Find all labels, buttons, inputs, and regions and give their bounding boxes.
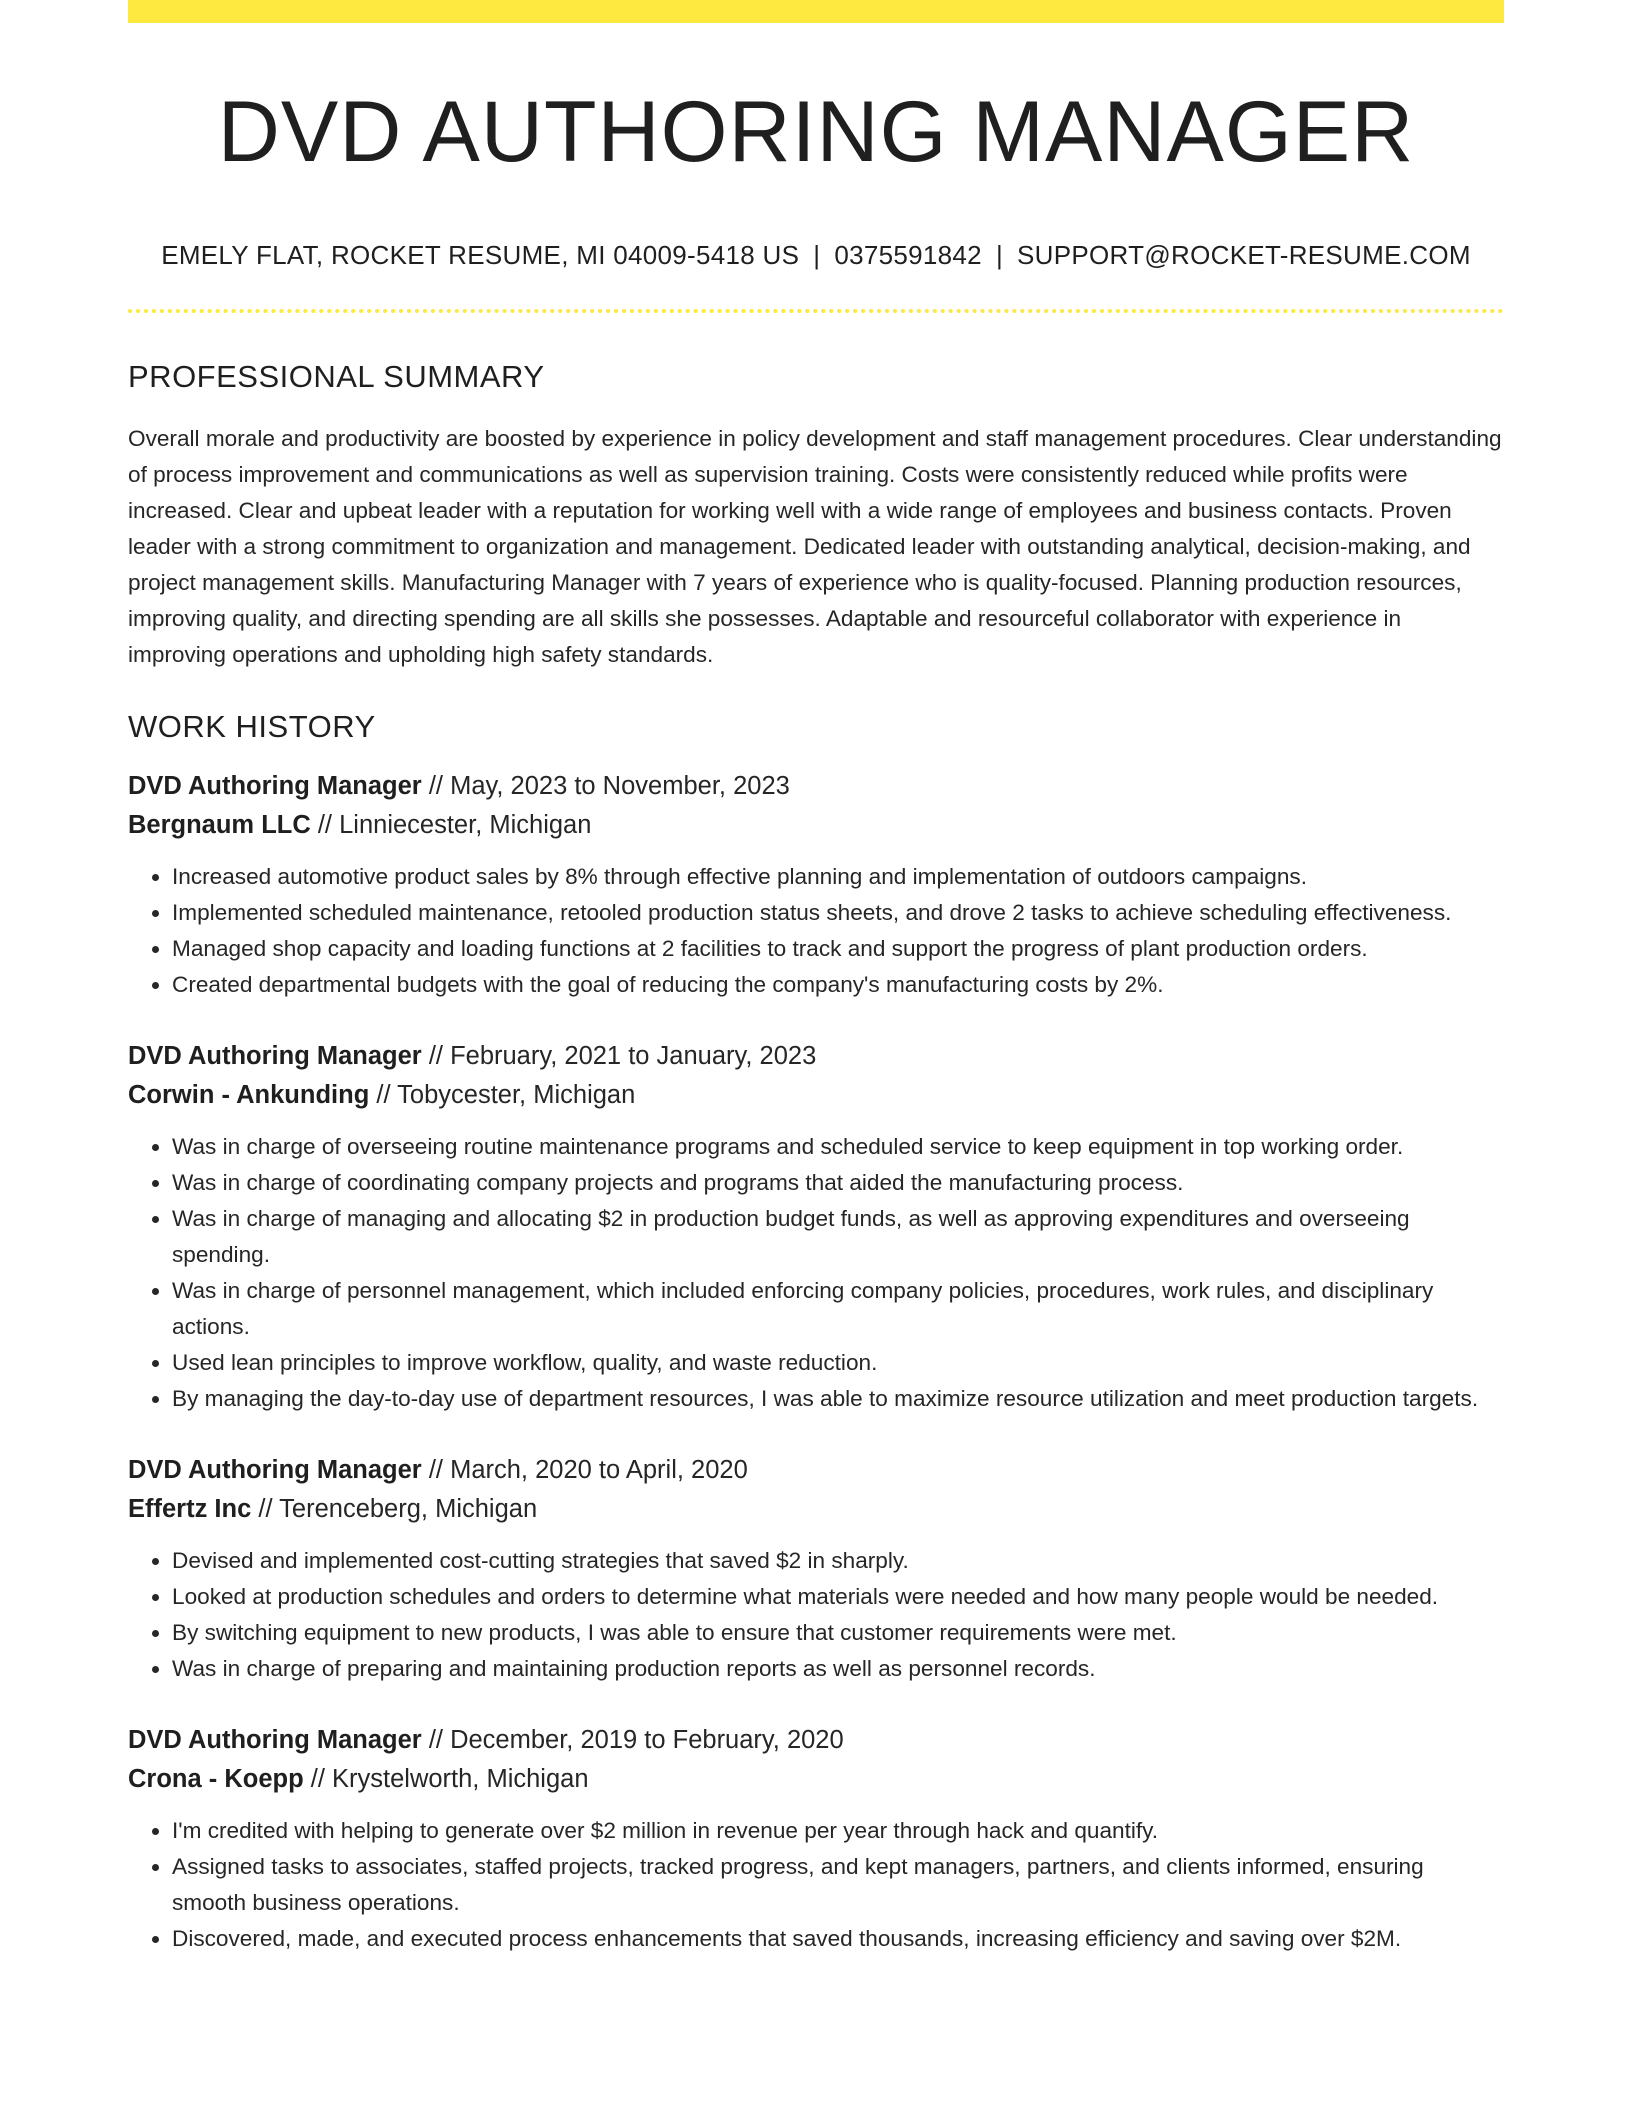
job-bullet: • Implemented scheduled maintenance, retooled production status sheets, and drove 2 tasks to achieve scheduling effectiveness. [172,895,1504,931]
job-location: // Terenceberg, Michigan [251,1494,538,1523]
job-bullets [128,859,1504,1003]
job-location: // Linniecester, Michigan [310,810,592,839]
contact-email[interactable]: SUPPORT@ROCKET-RESUME.COM [1017,239,1471,270]
job-bullets [128,1813,1504,1957]
job-company-line [128,1076,1504,1115]
job-dates: // May, 2023 to November, 2023 [421,771,790,800]
job-bullets [128,1129,1504,1417]
job-bullet: • Looked at production schedules and orders to determine what materials were needed and how many people would be needed. [172,1579,1504,1615]
job-role-line [128,1721,1504,1760]
job-bullet: • Assigned tasks to associates, staffed projects, tracked progress, and kept managers, partners, and clients informed, ensuring smooth business operations. [172,1849,1504,1921]
dotted-divider [128,309,1504,313]
job-bullet: • Devised and implemented cost-cutting strategies that saved $2 in sharply. [172,1543,1504,1579]
job-company-line [128,806,1504,845]
accent-top-bar [128,0,1504,23]
job-bullet: • By switching equipment to new products, I was able to ensure that customer requirements were met. [172,1615,1504,1651]
job-entry [128,1721,1504,1957]
resume-page [128,0,1504,1957]
job-company: Corwin - Ankunding [128,1080,370,1109]
contact-separator: | [813,239,821,270]
work-history-heading: WORK HISTORY [128,708,376,744]
summary-text: Overall morale and productivity are boosted by experience in policy development and staff management procedures. Clear understanding of process improvement and communications as well as supervision training. Costs were consistently reduced while profits were increased. Clear and upbeat leader with a reputation for working well with a wide range of employees and business contacts. Proven leader with a strong commitment to organization and management. Dedicated leader with outstanding analytical, decision-making, and project management skills. Manufacturing Manager with 7 years of experience who is quality-focused. Planning production resources, improving quality, and directing spending are all skills she possesses. Adaptable and resourceful collaborator with experience in improving operations and upholding high safety standards. [128,425,1502,667]
job-entry [128,1037,1504,1417]
job-dates: // February, 2021 to January, 2023 [421,1041,817,1070]
job-bullet: • Was in charge of overseeing routine maintenance programs and scheduled service to keep equipment in top working order. [172,1129,1504,1165]
job-bullet: • Discovered, made, and executed process enhancements that saved thousands, increasing efficiency and saving over $2M. [172,1921,1504,1957]
summary-section [128,359,1504,673]
job-role: DVD Authoring Manager [128,1725,422,1754]
job-role-line [128,1451,1504,1490]
job-bullet: • By managing the day-to-day use of department resources, I was able to maximize resource utilization and meet production targets. [172,1381,1504,1417]
contact-phone[interactable]: 0375591842 [834,239,982,270]
job-location: // Tobycester, Michigan [369,1080,636,1109]
job-entry [128,1451,1504,1687]
job-dates: // March, 2020 to April, 2020 [421,1455,748,1484]
job-bullet: • Was in charge of personnel management, which included enforcing company policies, procedures, work rules, and disciplinary actions. [172,1273,1504,1345]
job-role-line [128,1037,1504,1076]
job-company: Effertz Inc [128,1494,252,1523]
job-bullet: • Created departmental budgets with the goal of reducing the company's manufacturing costs by 2%. [172,967,1504,1003]
job-bullets [128,1543,1504,1687]
job-bullet: • Used lean principles to improve workflow, quality, and waste reduction. [172,1345,1504,1381]
candidate-title: DVD AUTHORING MANAGER [217,84,1415,180]
job-bullet: • Was in charge of managing and allocating $2 in production budget funds, as well as approving expenditures and overseeing spending. [172,1201,1504,1273]
job-company: Crona - Koepp [128,1764,304,1793]
job-bullet: • Increased automotive product sales by 8% through effective planning and implementation of outdoors campaigns. [172,859,1504,895]
job-company: Bergnaum LLC [128,810,311,839]
job-company-line [128,1760,1504,1799]
job-role: DVD Authoring Manager [128,771,422,800]
contact-line [128,240,1504,271]
work-history-section [128,709,1504,1957]
job-entry [128,767,1504,1003]
job-bullet: • Managed shop capacity and loading functions at 2 facilities to track and support the progress of plant production orders. [172,931,1504,967]
job-bullet: • I'm credited with helping to generate over $2 million in revenue per year through hack and quantify. [172,1813,1504,1849]
job-role: DVD Authoring Manager [128,1041,422,1070]
job-bullet: • Was in charge of coordinating company projects and programs that aided the manufacturing process. [172,1165,1504,1201]
job-bullet: • Was in charge of preparing and maintaining production reports as well as personnel records. [172,1651,1504,1687]
job-dates: // December, 2019 to February, 2020 [421,1725,844,1754]
summary-heading: PROFESSIONAL SUMMARY [128,358,545,394]
job-role: DVD Authoring Manager [128,1455,422,1484]
job-company-line [128,1490,1504,1529]
contact-address: EMELY FLAT, ROCKET RESUME, MI 04009-5418 US [161,239,800,270]
job-role-line [128,767,1504,806]
contact-separator: | [995,239,1004,270]
job-location: // Krystelworth, Michigan [303,1764,589,1793]
